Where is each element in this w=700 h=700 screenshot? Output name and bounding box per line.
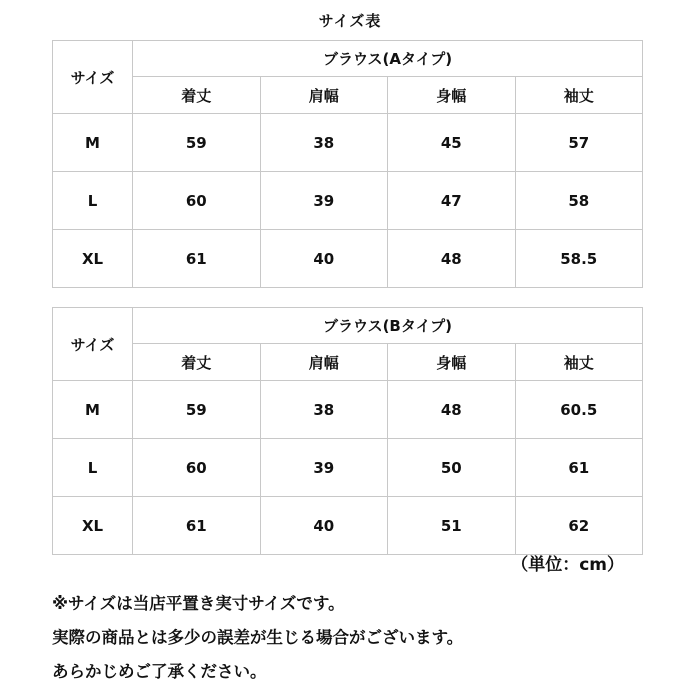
size-cell: XL [53,230,133,288]
value-cell: 59 [133,381,261,439]
size-cell: L [53,172,133,230]
size-cell: M [53,381,133,439]
size-cell: L [53,439,133,497]
value-cell: 51 [388,497,516,555]
column-header-sleeve: 袖丈 [515,77,643,114]
product-group-header: ブラウス(Bタイプ) [133,308,643,344]
size-table-b [52,307,643,555]
note-line: あらかじめご了承ください。 [52,662,267,681]
notes [52,587,463,689]
value-cell: 59 [133,114,261,172]
table-row [53,172,643,230]
value-cell: 60 [133,439,261,497]
value-cell: 48 [388,230,516,288]
value-cell: 38 [260,381,388,439]
note-line: 実際の商品とは多少の誤差が生じる場合がございます。 [52,628,464,647]
size-table-a [52,40,643,288]
value-cell: 40 [260,230,388,288]
table-row [53,497,643,555]
column-header-length: 着丈 [133,344,261,381]
size-header: サイズ [53,308,133,381]
value-cell: 45 [388,114,516,172]
value-cell: 61 [133,497,261,555]
unit-label: （単位：cm） [511,555,624,575]
value-cell: 48 [388,381,516,439]
size-cell: M [53,114,133,172]
table-row [53,381,643,439]
value-cell: 39 [260,172,388,230]
value-cell: 40 [260,497,388,555]
value-cell: 57 [515,114,643,172]
column-header-width: 身幅 [388,344,516,381]
value-cell: 38 [260,114,388,172]
value-cell: 58 [515,172,643,230]
note-line: ※サイズは当店平置き実寸サイズです。 [52,594,345,613]
page-title: サイズ表 [318,12,382,30]
product-group-header: ブラウス(Aタイプ) [133,41,643,77]
size-header: サイズ [53,41,133,114]
value-cell: 47 [388,172,516,230]
value-cell: 58.5 [515,230,643,288]
column-header-shoulder: 肩幅 [260,77,388,114]
value-cell: 60.5 [515,381,643,439]
table-row [53,439,643,497]
column-header-shoulder: 肩幅 [260,344,388,381]
column-header-length: 着丈 [133,77,261,114]
value-cell: 62 [515,497,643,555]
value-cell: 39 [260,439,388,497]
value-cell: 60 [133,172,261,230]
size-cell: XL [53,497,133,555]
table-row [53,230,643,288]
value-cell: 61 [515,439,643,497]
table-row [53,114,643,172]
value-cell: 50 [388,439,516,497]
column-header-width: 身幅 [388,77,516,114]
column-header-sleeve: 袖丈 [515,344,643,381]
value-cell: 61 [133,230,261,288]
